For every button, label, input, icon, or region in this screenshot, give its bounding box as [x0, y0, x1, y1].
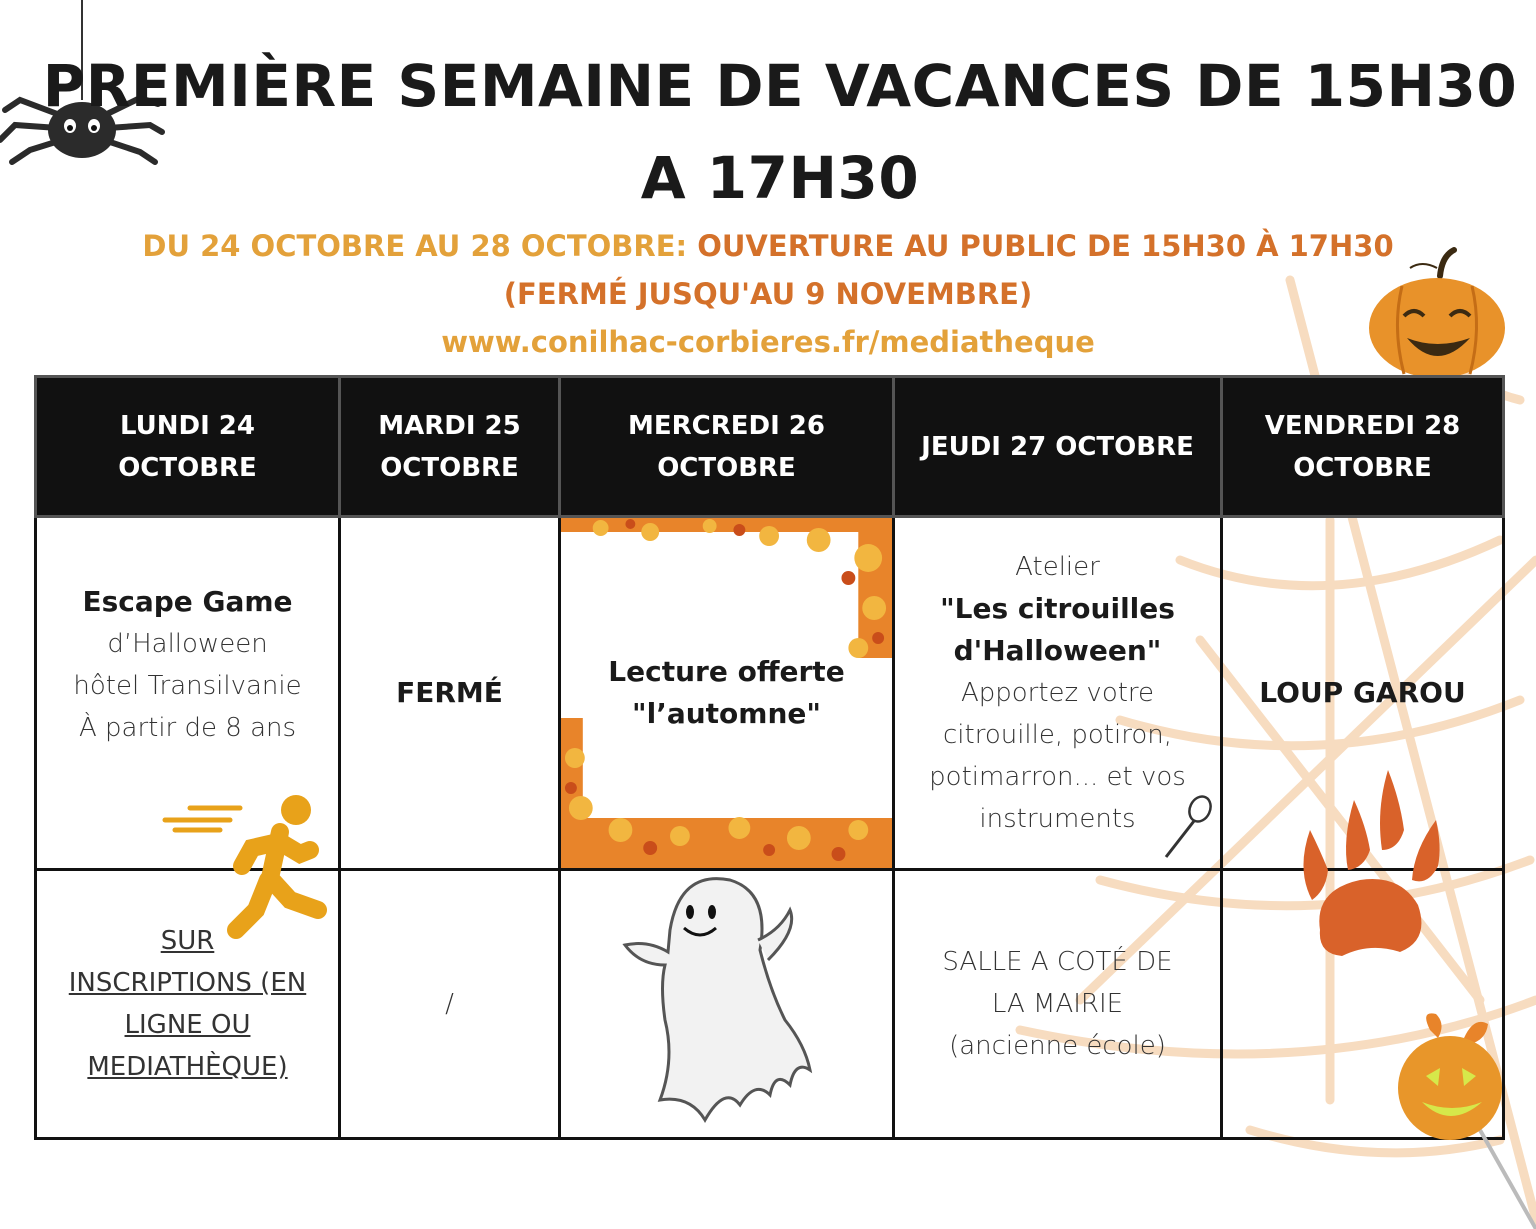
- header-thursday: [894, 377, 1222, 517]
- opening-hours: OUVERTURE AU PUBLIC DE 15H30 À 17H30: [697, 229, 1394, 263]
- activity-line: d’Halloween: [107, 629, 268, 659]
- info-tuesday: [340, 870, 560, 1139]
- activity-line: citrouille, potiron,: [942, 720, 1172, 750]
- activity-line: Apportez votre: [960, 678, 1155, 708]
- table-header-row: [36, 377, 1504, 517]
- runner-icon: [160, 790, 330, 940]
- date-range: DU 24 OCTOBRE AU 28 OCTOBRE:: [142, 229, 688, 263]
- activity-title: d'Halloween": [953, 634, 1162, 667]
- registration-link[interactable]: MEDIATHÈQUE): [87, 1052, 288, 1082]
- registration-link[interactable]: SUR: [160, 926, 215, 956]
- closed-notice: (FERMÉ JUSQU'AU 9 NOVEMBRE): [503, 277, 1033, 311]
- activity-title: LOUP GAROU: [1259, 676, 1466, 709]
- lollipop-icon: [1390, 1010, 1536, 1229]
- title-line-2: A 17H30: [640, 144, 920, 212]
- activity-line: À partir de 8 ans: [78, 713, 297, 743]
- registration-link[interactable]: INSCRIPTIONS (EN: [68, 968, 307, 998]
- header-line: MERCREDI 26: [627, 410, 825, 441]
- header-monday: [36, 377, 340, 517]
- activity-line: Atelier: [1015, 552, 1100, 582]
- registration-link[interactable]: LIGNE OU: [124, 1010, 251, 1040]
- info-text: /: [445, 989, 454, 1019]
- website-link[interactable]: www.conilhac-corbieres.fr/mediatheque: [441, 325, 1095, 359]
- spoon-icon: [1160, 795, 1215, 860]
- header-line: LUNDI 24: [119, 410, 255, 441]
- header-tuesday: [340, 377, 560, 517]
- activity-title: Lecture offerte: [608, 655, 845, 688]
- header-line: OCTOBRE: [1293, 452, 1432, 483]
- ghost-icon: [620, 870, 820, 1140]
- paw-icon: [1290, 770, 1450, 960]
- header-line: JEUDI 27 OCTOBRE: [921, 431, 1194, 462]
- opening-info: [40, 222, 1496, 366]
- activity-title: "l’automne": [632, 697, 821, 730]
- pumpkin-icon: [1362, 246, 1512, 376]
- header-friday: [1222, 377, 1504, 517]
- header-line: MARDI 25: [378, 410, 521, 441]
- header-line: VENDREDI 28: [1264, 410, 1461, 441]
- info-line: (ancienne école): [949, 1031, 1166, 1061]
- title-line-1: PREMIÈRE SEMAINE DE VACANCES DE 15H30: [42, 52, 1518, 120]
- activity-title: Escape Game: [82, 585, 293, 618]
- activity-line: instruments: [979, 804, 1136, 834]
- info-thursday: [894, 870, 1222, 1139]
- page-title: [40, 40, 1520, 224]
- header-line: OCTOBRE: [118, 452, 257, 483]
- activity-wednesday: [560, 517, 894, 870]
- activity-line: potimarron... et vos: [929, 762, 1186, 792]
- header-line: OCTOBRE: [380, 452, 519, 483]
- activity-title: FERMÉ: [396, 676, 503, 709]
- info-line: SALLE A COTÉ DE: [942, 947, 1173, 977]
- info-line: LA MAIRIE: [991, 989, 1124, 1019]
- activity-title: "Les citrouilles: [940, 592, 1175, 625]
- header-line: OCTOBRE: [657, 452, 796, 483]
- activity-line: hôtel Transilvanie: [73, 671, 302, 701]
- activity-tuesday: [340, 517, 560, 870]
- header-wednesday: [560, 377, 894, 517]
